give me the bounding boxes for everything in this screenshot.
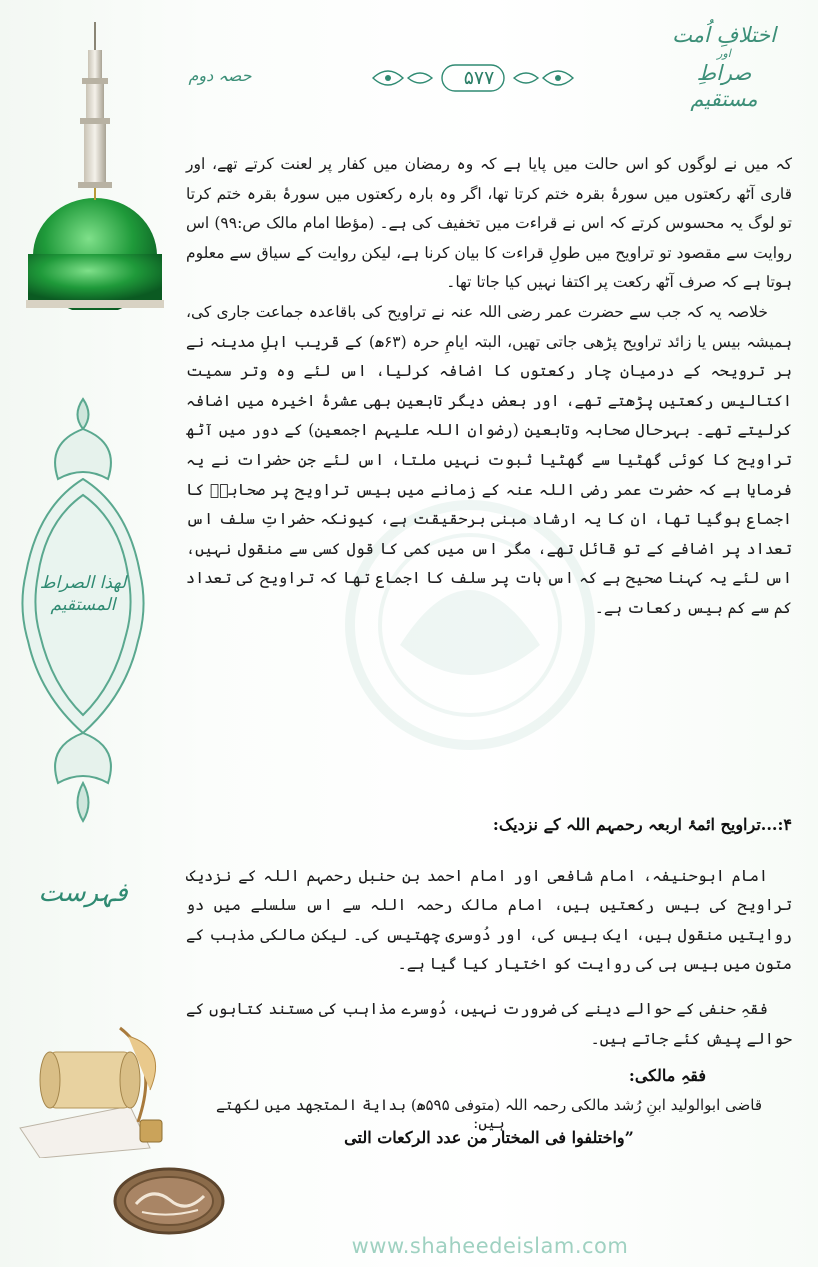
subsection-heading: فقہِ مالکی:: [628, 1066, 706, 1085]
scroll-quill-image: [10, 1018, 200, 1158]
quote-intro: قاضی ابوالولید ابنِ رُشد مالکی رحمہ اللہ (متوفی ۵۹۵ھ) بدایة المتجهد میں لکھتے ہیں:: [215, 1096, 763, 1132]
main-text: [186, 150, 792, 624]
page-number: ۵۷۷: [463, 67, 495, 89]
toc-link[interactable]: فہرست: [38, 878, 128, 908]
section-heading: ۴:...تراویح ائمۂ اربعہ رحمہم اللہ کے نزدیک:: [492, 815, 792, 834]
book-title-line2: اور: [717, 47, 731, 60]
section-label: حصہ دوم: [188, 66, 252, 85]
cartouche-text: لهذا الصراط المستقیم: [39, 573, 127, 615]
paragraph: امام ابوحنیفہ، امام شافعی اور امام احمد بن حنبل رحمہم اللہ کے نزدیک تراویح کی بیس رکعتیں ہیں، امام مالک رحمہ اللہ سے اس سلسلے میں دو روایتیں منقول ہیں، ایک بیس کی، اور دُوسری چھتیس کی۔ لیکن مالکی مذہب کے متون میں بیس ہی کی روایت کو اختیار کیا گیا ہے۔: [186, 866, 792, 974]
book-title: [664, 22, 784, 112]
book-title-line3: صراطِ مستقیم: [690, 61, 758, 111]
book-title-line1: اختلافِ اُمت: [672, 23, 776, 47]
main-text-continued: [186, 846, 792, 1070]
website-link[interactable]: www.shaheedeislam.com: [351, 1234, 629, 1258]
site-logo-seal: [112, 1166, 227, 1236]
mosque-dome-image: [20, 10, 170, 310]
paragraph: فقہِ حنفی کے حوالے دینے کی ضرورت نہیں، دُوسرے مذاہب کی مستند کتابوں کے حوالے پیش کئے جاتے ہیں۔: [186, 1000, 792, 1048]
paragraph: کہ میں نے لوگوں کو اس حالت میں پایا ہے کہ وہ رمضان میں کفار پر لعنت کرتے تھے، اور قاری آٹھ رکعتوں میں سورۂ بقرہ ختم کرتا تھا، اگر وہ بارہ رکعتوں میں سورۂ بقرہ ختم کرتا تو لوگ یہ محسوس کرتے کہ اس نے قراءت میں تخفیف کی ہے۔ (مؤطا امام مالک ص:۹۹) اس روایت سے مقصود تو تراویح میں طولِ قراءت کا بیان کرنا ہے، لیکن روایت کے سیاق سے معلوم ہوتا ہے کہ صرف آٹھ رکعت پر اکتفا نہیں کیا جاتا تھا۔: [186, 155, 792, 292]
arabic-quote: ”واختلفوا فی المختار من عدد الرکعات التی: [344, 1128, 634, 1147]
paragraph: خلاصہ یہ کہ جب سے حضرت عمر رضی اللہ عنہ نے تراویح کی باقاعدہ جماعت جاری کی، ہمیشہ بیس یا زائد تراویح پڑھی جاتی تھیں، البتہ ایامِ حرہ (۶۳ھ) کے قریب اہلِ مدینہ نے ہر ترویحہ کے درمیان چار رکعتوں کا اضافہ کرلیا، اس لئے وہ وتر سمیت اکتالیس رکعتیں پڑھتے تھے، اور بعض دیگر تابعین بھی عشرۂ اخیرہ میں اضافہ کرلیتے تھے۔ بہرحال صحابہ وتابعین (رضوان اللہ علیہم اجمعین) کے دور میں آٹھ تراویح کا کوئی گھٹیا سے گھٹیا ثبوت نہیں ملتا، اس لئے جن حضرات نے یہ فرمایا ہے کہ حضرت عمر رضی اللہ عنہ کے زمانے میں بیس تراویح پر صحابہؓ کا اجماع ہوگیا تھا، ان کا یہ ارشاد مبنی برحقیقت ہے، کیونکہ حضراتِ سلف اس تعداد پر اضافے کے تو قائل تھے، مگر اس میں کمی کا قول کسی سے منقول نہیں، اس لئے یہ کہنا صحیح ہے کہ اس بات پر سلف کا اجماع تھا کہ تراویح کی تعداد کم سے کم بیس رکعات ہے۔: [186, 302, 792, 617]
